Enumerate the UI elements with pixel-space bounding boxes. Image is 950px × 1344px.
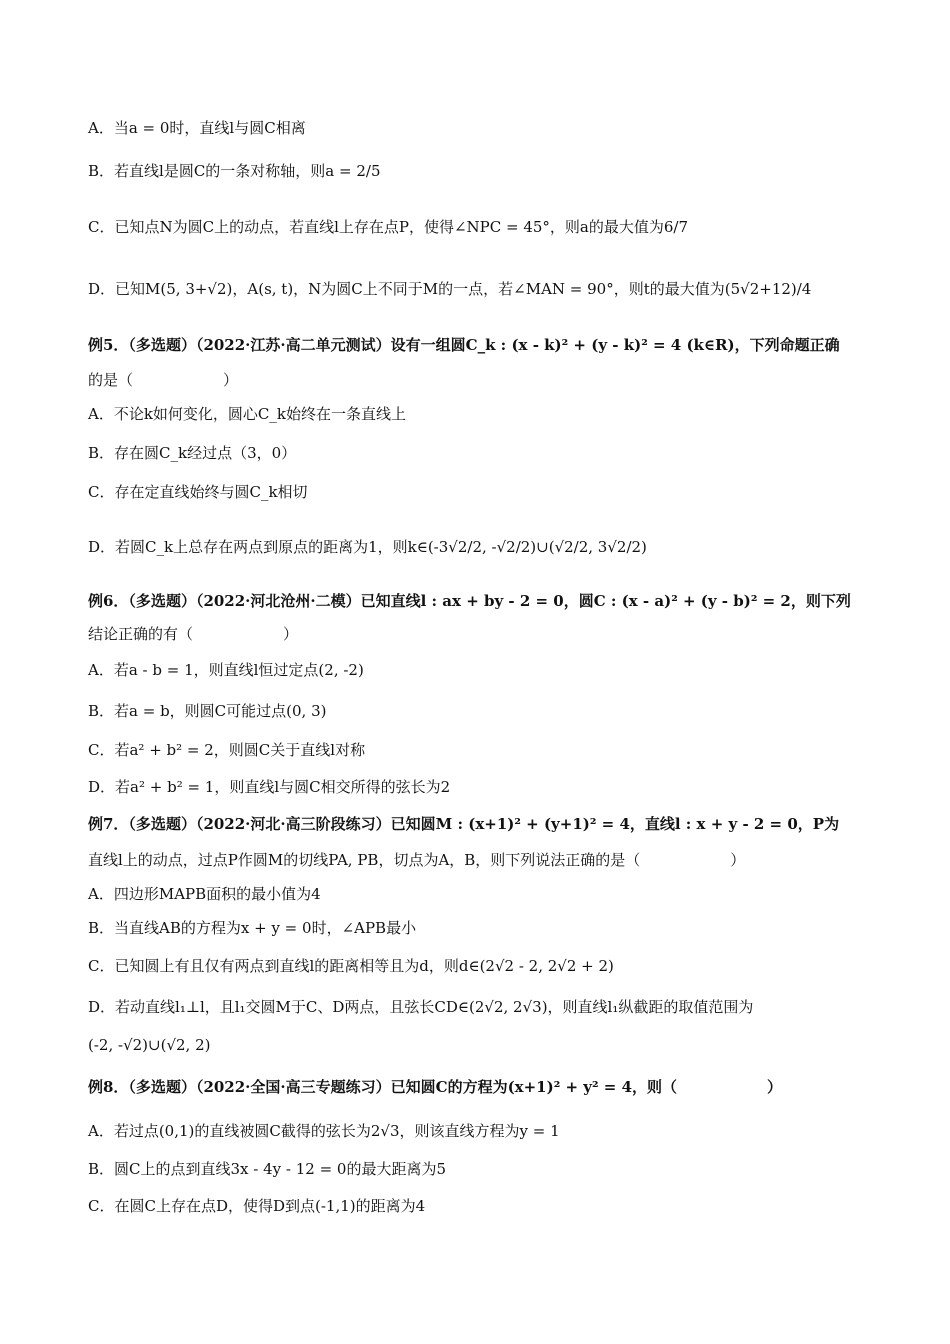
ex5-option-b: B．存在圆C_k经过点（3，0） [88,444,297,462]
ex5-header: 例5．（多选题）（2022·江苏·高二单元测试）设有一组圆C_k : (x - k)² + (y - k)² = 4 (k∈R)，下列命题正确 [88,336,840,354]
ex4-option-c: C．已知点N为圆C上的动点，若直线l上存在点P，使得∠NPC = 45°，则a的最大值为6/7 [88,218,689,236]
ex7-option-b: B．当直线AB的方程为x + y = 0时，∠APB最小 [88,919,417,937]
ex8-option-b: B．圆C上的点到直线3x - 4y - 12 = 0的最大距离为5 [88,1160,447,1178]
ex7-option-a: A．四边形MAPB面积的最小值为4 [88,885,321,903]
ex6-option-c: C．若a² + b² = 2，则圆C关于直线l对称 [88,741,366,759]
ex7-option-d: D．若动直线l₁⊥l，且l₁交圆M于C、D两点，且弦长CD∈(2√2, 2√3)，则直线l₁纵截距的取值范围为 [88,998,754,1016]
ex5-option-a: A．不论k如何变化，圆心C_k始终在一条直线上 [88,405,406,423]
ex6-header: 例6．（多选题）（2022·河北沧州·二模）已知直线l : ax + by - 2 = 0，圆C : (x - a)² + (y - b)² = 2，则下列 [88,592,851,610]
ex5-header-cont: 的是（ ） [88,371,239,389]
ex8-option-c: C．在圆C上存在点D，使得D到点(-1,1)的距离为4 [88,1197,426,1215]
ex6-option-a: A．若a - b = 1，则直线l恒过定点(2, -2) [88,661,364,679]
ex8-header: 例8．（多选题）（2022·全国·高三专题练习）已知圆C的方程为(x+1)² + y² = 4，则（ ） [88,1078,783,1096]
ex5-option-d: D．若圆C_k上总存在两点到原点的距离为1，则k∈(-3√2/2, -√2/2)∪(√2/2, 3√2/2) [88,538,647,556]
ex7-header: 例7．（多选题）（2022·河北·高三阶段练习）已知圆M : (x+1)² + (y+1)² = 4，直线l : x + y - 2 = 0，P为 [88,815,840,833]
ex6-option-b: B．若a = b，则圆C可能过点(0, 3) [88,702,327,720]
ex8-option-a: A．若过点(0,1)的直线被圆C截得的弦长为2√3，则该直线方程为y = 1 [88,1122,560,1140]
ex7-option-c: C．已知圆上有且仅有两点到直线l的距离相等且为d，则d∈(2√2 - 2, 2√2 + 2) [88,957,614,975]
ex4-option-a: A．当a = 0时，直线l与圆C相离 [88,119,306,137]
ex6-header-cont: 结论正确的有（ ） [88,625,299,643]
ex5-option-c: C．存在定直线始终与圆C_k相切 [88,483,308,501]
ex4-option-d: D．已知M(5, 3+√2)，A(s, t)，N为圆C上不同于M的一点，若∠MAN = 90°，则t的最大值为(5√2+12)/4 [88,280,812,298]
ex6-option-d: D．若a² + b² = 1，则直线l与圆C相交所得的弦长为2 [88,778,451,796]
ex4-option-b: B．若直线l是圆C的一条对称轴，则a = 2/5 [88,162,381,180]
ex7-option-d-cont: (-2, -√2)∪(√2, 2) [88,1036,211,1054]
ex7-header-cont: 直线l上的动点，过点P作圆M的切线PA, PB，切点为A，B，则下列说法正确的是（ ） [88,851,746,869]
